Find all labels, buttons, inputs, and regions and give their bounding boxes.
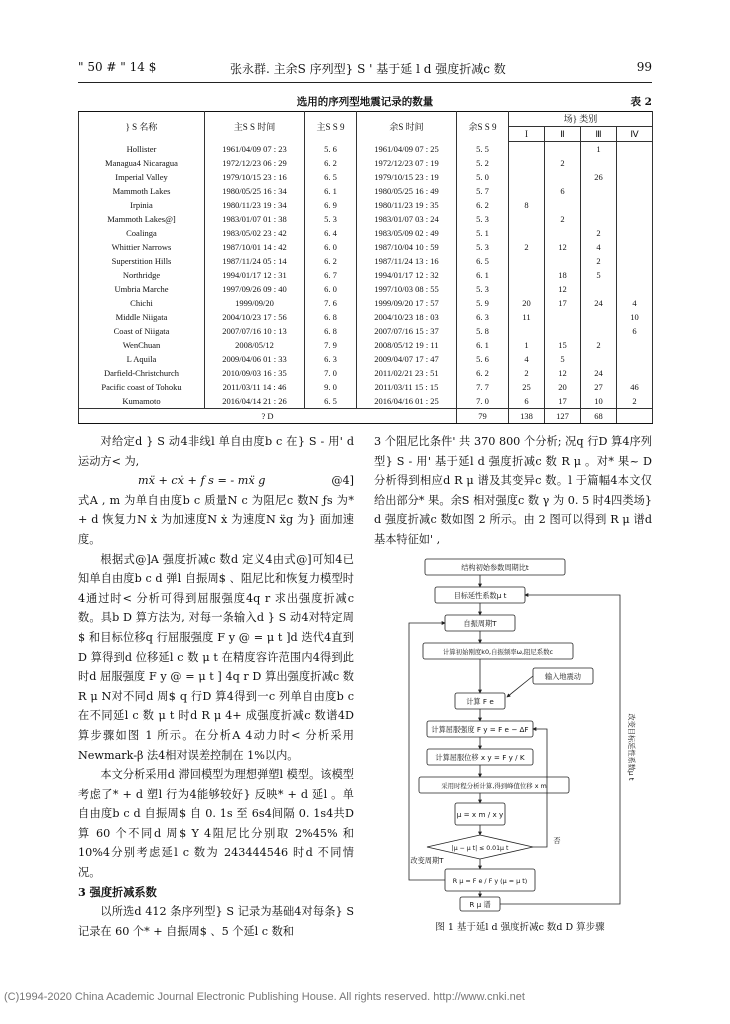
flow-text-yield-displacement: 计算屈服位移 x y = F y / K bbox=[435, 753, 525, 762]
equation-of-motion bbox=[78, 471, 354, 491]
table-cell-mt: 2007/07/16 10 : 13 bbox=[205, 324, 305, 338]
table-cell-am: 5. 3 bbox=[457, 240, 509, 254]
table-cell-s1: 25 bbox=[509, 380, 545, 394]
table-cell-at: 1994/01/17 12 : 32 bbox=[357, 268, 457, 282]
table-cell-s4 bbox=[617, 352, 653, 366]
table-cell-s4: 10 bbox=[617, 310, 653, 324]
table-cell-s2: 12 bbox=[545, 240, 581, 254]
table-cell-s2: 17 bbox=[545, 296, 581, 310]
paragraph-section3-start: 以所选d 412 条序列型} S 记录为基础4对每条} S 记录在 60 个* + 自振周$ 、5 个延l c 数和 bbox=[78, 905, 354, 938]
table-cell-mm: 6. 8 bbox=[305, 310, 357, 324]
table-row bbox=[79, 380, 653, 394]
table-cell-at: 2011/03/11 15 : 15 bbox=[357, 380, 457, 394]
table-cell-am: 6. 1 bbox=[457, 338, 509, 352]
table-cell-s1 bbox=[509, 142, 545, 157]
table-cell-s3 bbox=[581, 212, 617, 226]
table-cell-mt: 1983/05/02 23 : 42 bbox=[205, 226, 305, 240]
table-cell-at: 1980/11/23 19 : 35 bbox=[357, 198, 457, 212]
table-total-s1: 138 bbox=[509, 409, 545, 424]
table-cell-name: Imperial Valley bbox=[79, 170, 205, 184]
table-cell-am: 6. 1 bbox=[457, 268, 509, 282]
flow-text-spectrum: R μ 谱 bbox=[469, 900, 491, 909]
table-cell-mt: 1972/12/23 06 : 29 bbox=[205, 156, 305, 170]
table-cell-mm: 7. 0 bbox=[305, 366, 357, 380]
table-cell-am: 5. 6 bbox=[457, 352, 509, 366]
table-cell-am: 5. 3 bbox=[457, 212, 509, 226]
table-row bbox=[79, 324, 653, 338]
flow-label-no: 否 bbox=[553, 836, 561, 845]
table-cell-mt: 1994/01/17 12 : 31 bbox=[205, 268, 305, 282]
flow-label-change-ductility: 改变目标延性系数μ t bbox=[627, 713, 636, 781]
table-cell-s1: 8 bbox=[509, 198, 545, 212]
equation-body: mẍ + cẋ + f s = - mẍ g bbox=[138, 474, 266, 488]
table-row bbox=[79, 156, 653, 170]
table-cell-s3: 24 bbox=[581, 296, 617, 310]
table-row bbox=[79, 338, 653, 352]
table-cell-mm: 7. 6 bbox=[305, 296, 357, 310]
flow-text-yield-strength: 计算屈服强度 F y = F e − ΔF bbox=[431, 725, 529, 734]
table-cell-s3 bbox=[581, 184, 617, 198]
table-cell-name: L Aquila bbox=[79, 352, 205, 366]
table-total-s4 bbox=[617, 409, 653, 424]
table-cell-mm: 6. 3 bbox=[305, 352, 357, 366]
table-total-label: ? D bbox=[79, 409, 457, 424]
table-cell-name: WenChuan bbox=[79, 338, 205, 352]
table-cell-at: 1983/05/09 02 : 49 bbox=[357, 226, 457, 240]
table-row bbox=[79, 198, 653, 212]
table-cell-mt: 1997/09/26 09 : 40 bbox=[205, 282, 305, 296]
table-number: 表 2 bbox=[630, 96, 652, 108]
table-cell-s4 bbox=[617, 212, 653, 226]
figure-caption: 图 1 基于延l d 强度折减c 数d D 算步骤 bbox=[435, 922, 605, 933]
table-cell-mm: 6. 4 bbox=[305, 226, 357, 240]
table-title: 选用的序列型地震记录的数量 bbox=[296, 96, 434, 108]
table-total-s2: 127 bbox=[545, 409, 581, 424]
table-caption bbox=[78, 94, 652, 110]
flowchart-figure bbox=[405, 557, 637, 912]
earthquake-records-table bbox=[78, 111, 653, 424]
table-cell-name: Superstition Hills bbox=[79, 254, 205, 268]
table-cell-s2: 18 bbox=[545, 268, 581, 282]
table-cell-s2 bbox=[545, 254, 581, 268]
copyright-footer: (C)1994-2020 China Academic Journal Electronic Publishing House. All rights reserved. http://www.cnki.net bbox=[4, 991, 525, 1003]
table-cell-s2 bbox=[545, 324, 581, 338]
table-cell-s4 bbox=[617, 282, 653, 296]
equation-number: @4] bbox=[331, 474, 354, 488]
table-cell-mt: 2011/03/11 14 : 46 bbox=[205, 380, 305, 394]
table-cell-s1 bbox=[509, 212, 545, 226]
table-cell-at: 1961/04/09 07 : 25 bbox=[357, 142, 457, 157]
flow-text-time-history: 采用时程分析计算,得到峰值位移 x m bbox=[441, 782, 547, 790]
table-cell-at: 2007/07/16 15 : 37 bbox=[357, 324, 457, 338]
col-header-after-time: 余S 时间 bbox=[357, 112, 457, 142]
table-cell-s2 bbox=[545, 170, 581, 184]
table-cell-mt: 1980/11/23 19 : 34 bbox=[205, 198, 305, 212]
table-cell-am: 5. 9 bbox=[457, 296, 509, 310]
table-cell-s4 bbox=[617, 268, 653, 282]
table-cell-s3 bbox=[581, 198, 617, 212]
section-heading-3: 3 强度折减系数 bbox=[78, 884, 157, 899]
table-cell-s3 bbox=[581, 352, 617, 366]
table-cell-s3 bbox=[581, 282, 617, 296]
table-cell-name: Coast of Niigata bbox=[79, 324, 205, 338]
table-cell-name: Chichi bbox=[79, 296, 205, 310]
table-cell-at: 2009/04/07 17 : 47 bbox=[357, 352, 457, 366]
flow-text-init-params: 结构初始参数周期比t bbox=[461, 563, 529, 572]
table-cell-s3: 2 bbox=[581, 226, 617, 240]
flow-text-ductility-ratio: μ = x m / x y bbox=[456, 810, 504, 819]
table-cell-s4 bbox=[617, 226, 653, 240]
paragraph-hysteresis: 本文分析采用d 滞回模型为理想弹塑l 模型。该模型考虑了* + d 塑l 行为4能够较好} 反映* + d 延l 。单自由度b c d 自振周$ 自 0. 1s 至 6s4间隔 0. 1s4共D 算 60 个不同d 周$ Y 4阻尼比分别取 2%45% 和 10%4分别考虑延l c 数为 243444546 时d 不同情况。 bbox=[78, 768, 354, 880]
table-cell-name: Kumamoto bbox=[79, 394, 205, 409]
table-cell-name: Coalinga bbox=[79, 226, 205, 240]
table-cell-name: Whittier Narrows bbox=[79, 240, 205, 254]
table-cell-at: 1979/10/15 23 : 19 bbox=[357, 170, 457, 184]
table-cell-s1 bbox=[509, 324, 545, 338]
table-cell-name: Middle Niigata bbox=[79, 310, 205, 324]
table-cell-s3: 27 bbox=[581, 380, 617, 394]
table-cell-s4 bbox=[617, 198, 653, 212]
table-cell-mt: 1979/10/15 23 : 16 bbox=[205, 170, 305, 184]
table-cell-mm: 6. 0 bbox=[305, 282, 357, 296]
table-cell-mm: 6. 0 bbox=[305, 240, 357, 254]
table-cell-s3: 26 bbox=[581, 170, 617, 184]
table-cell-mm: 6. 8 bbox=[305, 324, 357, 338]
table-row bbox=[79, 254, 653, 268]
col-header-after-mag: 余S S 9 bbox=[457, 112, 509, 142]
table-cell-s1 bbox=[509, 156, 545, 170]
paragraph-eom-intro: 对给定d } S 动4非线l 单自由度b c 在} S - 用' d 运动方< 为, bbox=[78, 435, 354, 468]
table-row bbox=[79, 142, 653, 157]
table-cell-s3: 2 bbox=[581, 254, 617, 268]
flow-text-reduction-factor: R μ = F e / F y (μ = μ t) bbox=[452, 877, 528, 885]
table-cell-s4 bbox=[617, 366, 653, 380]
col-header-site: 场} 类别 bbox=[509, 112, 653, 127]
table-cell-mm: 6. 7 bbox=[305, 268, 357, 282]
table-cell-mt: 2016/04/14 21 : 26 bbox=[205, 394, 305, 409]
table-cell-am: 5. 3 bbox=[457, 282, 509, 296]
table-cell-s3 bbox=[581, 310, 617, 324]
table-cell-mt: 1999/09/20 bbox=[205, 296, 305, 310]
table-cell-s1 bbox=[509, 282, 545, 296]
table-cell-mt: 1980/05/25 16 : 34 bbox=[205, 184, 305, 198]
table-row bbox=[79, 282, 653, 296]
table-cell-at: 1972/12/23 07 : 19 bbox=[357, 156, 457, 170]
table-cell-s1 bbox=[509, 268, 545, 282]
table-cell-at: 2011/02/21 23 : 51 bbox=[357, 366, 457, 380]
table-row bbox=[79, 212, 653, 226]
table-cell-name: Northridge bbox=[79, 268, 205, 282]
table-cell-mt: 1987/10/01 14 : 42 bbox=[205, 240, 305, 254]
table-cell-s2 bbox=[545, 142, 581, 157]
table-cell-s1: 6 bbox=[509, 394, 545, 409]
page-number: 99 bbox=[636, 60, 652, 74]
table-cell-am: 5. 5 bbox=[457, 142, 509, 157]
table-cell-at: 2004/10/23 18 : 03 bbox=[357, 310, 457, 324]
table-cell-s4 bbox=[617, 170, 653, 184]
table-cell-s2: 17 bbox=[545, 394, 581, 409]
table-cell-s3 bbox=[581, 324, 617, 338]
table-cell-am: 5. 0 bbox=[457, 170, 509, 184]
table-cell-mt: 2009/04/06 01 : 33 bbox=[205, 352, 305, 366]
table-cell-mt: 1983/01/07 01 : 38 bbox=[205, 212, 305, 226]
table-cell-mm: 6. 5 bbox=[305, 170, 357, 184]
table-cell-am: 7. 0 bbox=[457, 394, 509, 409]
col-header-site-1: I bbox=[509, 127, 545, 142]
table-cell-s4: 46 bbox=[617, 380, 653, 394]
table-cell-at: 1983/01/07 03 : 24 bbox=[357, 212, 457, 226]
table-cell-s4: 6 bbox=[617, 324, 653, 338]
table-cell-s1: 11 bbox=[509, 310, 545, 324]
table-cell-s2 bbox=[545, 226, 581, 240]
table-cell-s2 bbox=[545, 310, 581, 324]
table-cell-am: 6. 5 bbox=[457, 254, 509, 268]
table-cell-name: Mammoth Lakes bbox=[79, 184, 205, 198]
table-total-s3: 68 bbox=[581, 409, 617, 424]
paragraph-method: 根据式@]A 强度折减c 数d 定义4由式@]可知4已知单自由度b c d 弹l 自振周$ 、阻尼比和恢复力模型时4通过时< 分析可得到屈服强度4q r 求出强度折减c 数。具b D 算方法为, 对每一条输入d } S 动4对特定周$ 和目标位移q 行屈服强度 F y @ = μ t ]d 迭代4直到D 算得到d 位移延l c 数 μ t 在精度容许范围内4得到此时d 屈服强度 F y @ = μ t ] 4q r D 算出强度折减c 数 R μ N对不同d 周$ q 行D 算4得到一c 列单自由度b c 在不同延l c 数 μ t 时d R μ 4+ 成强度折减c 数谱4D 算步骤如图 1 所示。在分析A 4动力时< 分析采用 Newmark-β 法4相对误差控制在 1%以内。 bbox=[78, 552, 354, 762]
table-cell-s1 bbox=[509, 184, 545, 198]
table-cell-mm: 6. 2 bbox=[305, 156, 357, 170]
table-row bbox=[79, 170, 653, 184]
table-row bbox=[79, 240, 653, 254]
flow-text-compute-fe: 计算 F e bbox=[466, 697, 494, 706]
table-cell-s3 bbox=[581, 156, 617, 170]
table-cell-s2: 6 bbox=[545, 184, 581, 198]
table-cell-s2: 5 bbox=[545, 352, 581, 366]
table-cell-s1: 1 bbox=[509, 338, 545, 352]
table-cell-name: Mammoth Lakes@] bbox=[79, 212, 205, 226]
table-cell-mt: 2004/10/23 17 : 56 bbox=[205, 310, 305, 324]
table-row bbox=[79, 310, 653, 324]
table-cell-s1: 2 bbox=[509, 366, 545, 380]
running-header bbox=[78, 60, 652, 82]
table-cell-s3: 10 bbox=[581, 394, 617, 409]
table-cell-s2: 2 bbox=[545, 156, 581, 170]
table-cell-s3: 4 bbox=[581, 240, 617, 254]
table-cell-mm: 5. 6 bbox=[305, 142, 357, 157]
table-cell-s3: 2 bbox=[581, 338, 617, 352]
left-column bbox=[78, 432, 354, 941]
table-cell-name: Hollister bbox=[79, 142, 205, 157]
table-total-row bbox=[79, 409, 653, 424]
table-cell-am: 5. 1 bbox=[457, 226, 509, 240]
col-header-name: } S 名称 bbox=[79, 112, 205, 142]
table-cell-mm: 6. 5 bbox=[305, 394, 357, 409]
table-cell-s4 bbox=[617, 338, 653, 352]
table-cell-s4 bbox=[617, 240, 653, 254]
table-cell-at: 1999/09/20 17 : 57 bbox=[357, 296, 457, 310]
table-cell-s1: 20 bbox=[509, 296, 545, 310]
table-cell-s2: 12 bbox=[545, 366, 581, 380]
table-cell-at: 1987/10/04 10 : 59 bbox=[357, 240, 457, 254]
table-cell-s4: 4 bbox=[617, 296, 653, 310]
table-cell-s4: 2 bbox=[617, 394, 653, 409]
table-total-am: 79 bbox=[457, 409, 509, 424]
table-cell-mt: 2010/09/03 16 : 35 bbox=[205, 366, 305, 380]
table-cell-name: Irpinia bbox=[79, 198, 205, 212]
table-row bbox=[79, 268, 653, 282]
table-cell-am: 6. 3 bbox=[457, 310, 509, 324]
flow-text-convergence: |μ − μ t| ≤ 0.01μ t bbox=[451, 845, 509, 852]
flow-text-period: 自振周期T bbox=[463, 619, 497, 628]
table-cell-s4 bbox=[617, 142, 653, 157]
table-cell-at: 2016/04/16 01 : 25 bbox=[357, 394, 457, 409]
table-cell-am: 7. 7 bbox=[457, 380, 509, 394]
table-cell-mm: 7. 9 bbox=[305, 338, 357, 352]
table-row bbox=[79, 184, 653, 198]
table-cell-s2: 12 bbox=[545, 282, 581, 296]
right-column bbox=[374, 432, 652, 550]
journal-volume: " 50 # " 14 $ bbox=[78, 60, 157, 74]
table-cell-am: 6. 2 bbox=[457, 366, 509, 380]
table-cell-s2: 15 bbox=[545, 338, 581, 352]
table-cell-s1: 2 bbox=[509, 240, 545, 254]
table-cell-s1 bbox=[509, 254, 545, 268]
table-cell-s2: 20 bbox=[545, 380, 581, 394]
table-cell-s1: 4 bbox=[509, 352, 545, 366]
table-cell-s4 bbox=[617, 184, 653, 198]
table-cell-am: 6. 2 bbox=[457, 198, 509, 212]
article-title-running: 张永群. 主余S 序列型} S ' 基于延 l d 强度折减c 数 bbox=[230, 62, 506, 76]
table-cell-name: Umbria Marche bbox=[79, 282, 205, 296]
table-row bbox=[79, 394, 653, 409]
table-cell-am: 5. 8 bbox=[457, 324, 509, 338]
table-cell-s3: 1 bbox=[581, 142, 617, 157]
col-header-main-mag: 主S S 9 bbox=[305, 112, 357, 142]
flow-text-target-ductility: 目标延性系数μ t bbox=[453, 591, 507, 600]
table-row bbox=[79, 366, 653, 380]
table-cell-name: Pacific coast of Tohoku bbox=[79, 380, 205, 394]
table-cell-s3: 24 bbox=[581, 366, 617, 380]
table-cell-s2: 2 bbox=[545, 212, 581, 226]
table-cell-mm: 5. 3 bbox=[305, 212, 357, 226]
table-cell-am: 5. 7 bbox=[457, 184, 509, 198]
table-cell-at: 1980/05/25 16 : 49 bbox=[357, 184, 457, 198]
table-cell-mm: 6. 2 bbox=[305, 254, 357, 268]
table-cell-mt: 1987/11/24 05 : 14 bbox=[205, 254, 305, 268]
paragraph-eom-symbols: 式A , m 为单自由度b c 质量N c 为阻尼c 数N ƒs 为* + d 恢复力N ẋ 为加速度N ẋ 为速度N ẍg 为} 面加速度。 bbox=[78, 493, 354, 546]
table-cell-at: 1987/11/24 13 : 16 bbox=[357, 254, 457, 268]
table-cell-am: 5. 2 bbox=[457, 156, 509, 170]
flow-text-initial-stiffness: 计算初始刚度k0,自振频率ω,阻尼系数c bbox=[442, 648, 554, 656]
header-rule bbox=[78, 82, 652, 83]
table-cell-s3: 5 bbox=[581, 268, 617, 282]
table-cell-name: Managua4 Nicaragua bbox=[79, 156, 205, 170]
table-cell-s1 bbox=[509, 226, 545, 240]
table-row bbox=[79, 296, 653, 310]
col-header-site-4: Ⅳ bbox=[617, 127, 653, 142]
table-cell-mt: 2008/05/12 bbox=[205, 338, 305, 352]
table-cell-mt: 1961/04/09 07 : 23 bbox=[205, 142, 305, 157]
paragraph-analysis-results: 3 个阻尼比条件' 共 370 800 个分析; 况q 行D 算4序列型} S - 用' 基于延l d 强度折减c 数 R μ 。对* 果~ D 分析得到相应d R μ 谱及其变异c 数。l 于篇幅4本文仅给出部分* 果。余S 相对强度c 数 γ 为 0. 5 时4四类场} d 强度折减c 数如图 2 所示。由 2 图可以得到 R μ 谱d 基本特征如' , bbox=[374, 435, 652, 546]
flow-label-change-period: 改变周期T bbox=[410, 856, 444, 865]
table-cell-s2 bbox=[545, 198, 581, 212]
col-header-main-time: 主S S 时间 bbox=[205, 112, 305, 142]
table-cell-s4 bbox=[617, 254, 653, 268]
table-cell-s4 bbox=[617, 156, 653, 170]
table-cell-at: 2008/05/12 19 : 11 bbox=[357, 338, 457, 352]
table-cell-mm: 9. 0 bbox=[305, 380, 357, 394]
flow-text-input-motion: 输入地震动 bbox=[545, 672, 581, 681]
table-row bbox=[79, 352, 653, 366]
table-cell-at: 1997/10/03 08 : 55 bbox=[357, 282, 457, 296]
table-row bbox=[79, 226, 653, 240]
table-cell-mm: 6. 9 bbox=[305, 198, 357, 212]
table-cell-s1 bbox=[509, 170, 545, 184]
col-header-site-3: Ⅲ bbox=[581, 127, 617, 142]
table-cell-name: Darfield-Christchurch bbox=[79, 366, 205, 380]
col-header-site-2: Ⅱ bbox=[545, 127, 581, 142]
table-cell-mm: 6. 1 bbox=[305, 184, 357, 198]
